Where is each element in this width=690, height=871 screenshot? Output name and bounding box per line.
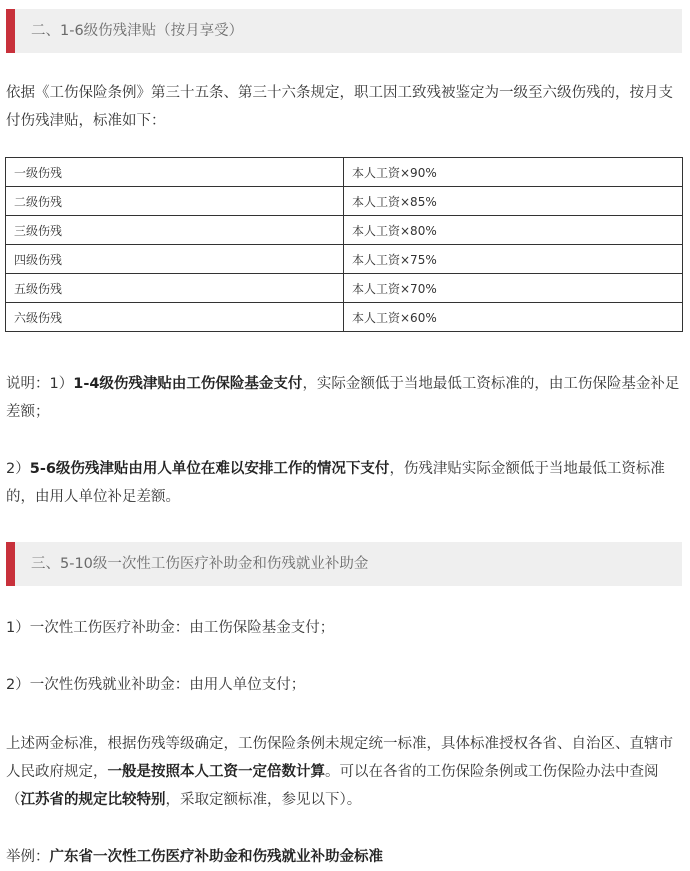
allowance-standard-cell: 本人工资×85%	[344, 187, 683, 216]
example-paragraph	[6, 843, 686, 871]
disability-level-cell: 二级伤残	[6, 187, 344, 216]
disability-level-cell: 六级伤残	[6, 303, 344, 332]
allowance-standard-cell: 本人工资×90%	[344, 158, 683, 187]
allowance-standard-cell: 本人工资×60%	[344, 303, 683, 332]
allowance-standard-cell: 本人工资×80%	[344, 216, 683, 245]
example-emphasis: 广东省一次性工伤医疗补助金和伤残就业补助金标准	[49, 849, 383, 865]
allowance-standard-cell: 本人工资×75%	[344, 245, 683, 274]
detail-emphasis-2: 江苏省的规定比较特别	[20, 792, 166, 808]
table-row	[6, 303, 683, 332]
note-paragraph-2	[6, 455, 686, 511]
disability-level-cell: 四级伤残	[6, 245, 344, 274]
note1-emphasis: 1-4级伤残津贴由工伤保险基金支付	[73, 376, 303, 392]
allowance-standard-cell: 本人工资×70%	[344, 274, 683, 303]
note2-prefix: 2）	[6, 461, 30, 477]
disability-level-cell: 三级伤残	[6, 216, 344, 245]
section-heading-lump-sum-subsidy: 三、5-10级一次性工伤医疗补助金和伤残就业补助金	[6, 542, 682, 586]
note2-suffix: ，伤残津贴实际金额低于当地最低工资标准的，由用人单位补足差额。	[6, 461, 665, 505]
table-row	[6, 274, 683, 303]
note-paragraph-1	[6, 370, 686, 426]
detail-emphasis-1: 一般是按照本人工资一定倍数计算	[107, 764, 325, 780]
item-medical-subsidy: 1）一次性工伤医疗补助金：由工伤保险基金支付；	[6, 620, 335, 636]
table-row	[6, 187, 683, 216]
table-row	[6, 216, 683, 245]
intro-paragraph: 依据《工伤保险条例》第三十五条、第三十六条规定，职工因工致残被鉴定为一级至六级伤残的，按月支付伤残津贴，标准如下：	[6, 85, 673, 129]
detail-text-2: 。可以在各省的工伤保险条例或工伤保险办法中查阅（	[6, 764, 659, 808]
note1-prefix: 说明：1）	[6, 376, 74, 392]
detail-paragraph	[6, 730, 686, 814]
note1-suffix: ，实际金额低于当地最低工资标准的，由工伤保险基金补足差额；	[6, 376, 680, 420]
note2-emphasis: 5-6级伤残津贴由用人单位在难以安排工作的情况下支付	[29, 461, 390, 477]
section-heading-disability-allowance: 二、1-6级伤残津贴（按月享受）	[6, 9, 682, 53]
disability-allowance-table	[5, 157, 683, 332]
disability-level-cell: 五级伤残	[6, 274, 344, 303]
detail-text-3: ，采取定额标准，参见以下）。	[165, 792, 362, 808]
detail-text-1: 上述两金标准，根据伤残等级确定，工伤保险条例未规定统一标准，具体标准授权各省、自治区、直辖市人民政府规定，	[6, 736, 673, 780]
example-prefix: 举例：	[6, 849, 50, 865]
disability-level-cell: 一级伤残	[6, 158, 344, 187]
item-employment-subsidy: 2）一次性伤残就业补助金：由用人单位支付；	[6, 677, 306, 693]
table-row	[6, 158, 683, 187]
table-row	[6, 245, 683, 274]
